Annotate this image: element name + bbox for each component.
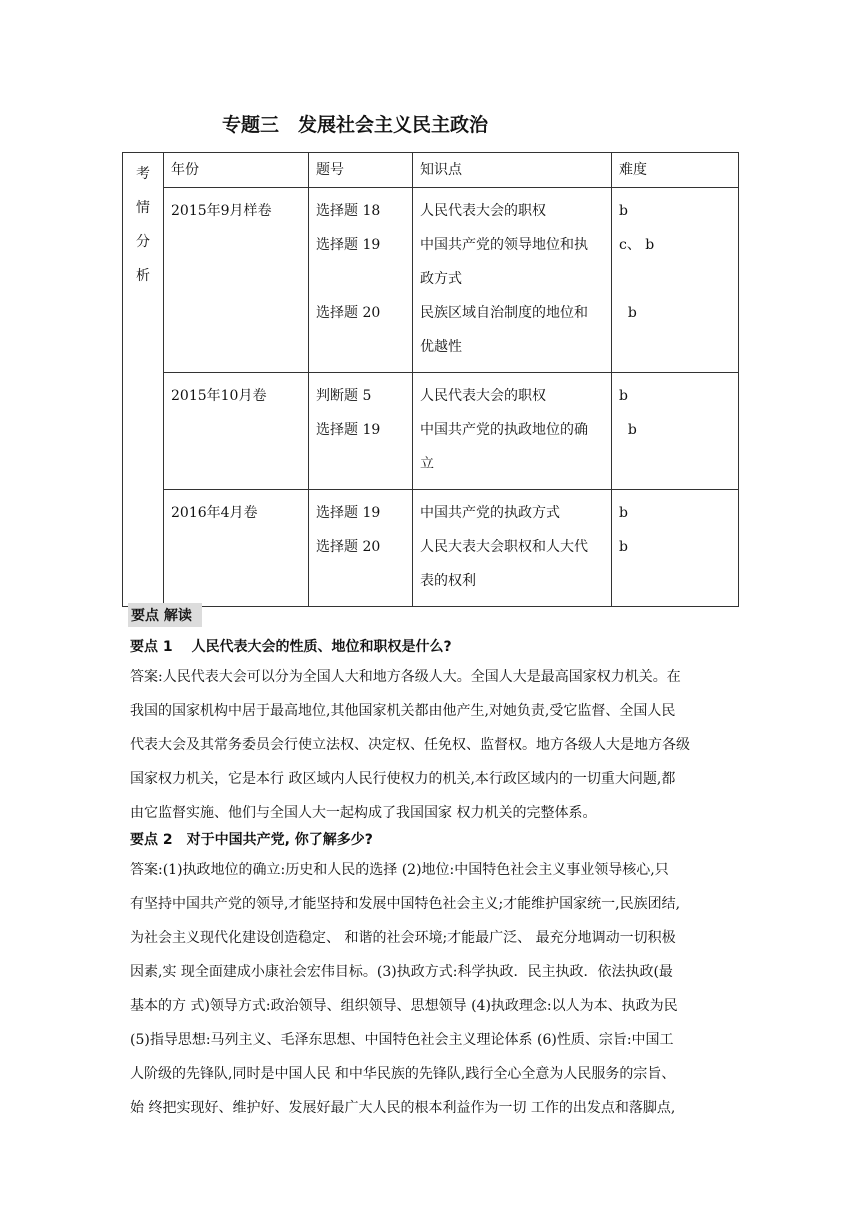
question-cell xyxy=(309,373,413,490)
question-text: 选择题 20 xyxy=(316,539,381,555)
question-text: 选择题 20 xyxy=(316,305,381,321)
difficulty-cell xyxy=(612,188,739,373)
question-cell xyxy=(309,188,413,373)
difficulty-cell xyxy=(612,490,739,607)
knowledge-text: 中国共产党的执政方式 xyxy=(420,505,560,521)
question-text: 选择题 18 xyxy=(316,203,381,219)
point1-answer xyxy=(130,660,736,830)
side-label-char: 分 xyxy=(136,234,150,250)
exam-analysis-table xyxy=(122,152,739,607)
question-text xyxy=(316,262,412,296)
question-text: 判断题 5 xyxy=(316,388,372,404)
knowledge-text: 人民代表大会的职权 xyxy=(420,203,546,219)
table-header-row xyxy=(123,153,739,188)
knowledge-text: 立 xyxy=(420,456,434,472)
side-label-char: 情 xyxy=(136,200,150,216)
answer-line: 基本的方 式)领导方式:政治领导、组织领导、思想领导 (4)执政理念:以人为本、执政为民 xyxy=(130,998,678,1014)
year-text: 2015年9月样卷 xyxy=(171,203,272,219)
difficulty-cell xyxy=(612,373,739,490)
difficulty-text: c、 b xyxy=(619,237,655,253)
difficulty-text xyxy=(619,262,738,296)
difficulty-text: b xyxy=(619,539,628,555)
year-text: 2016年4月卷 xyxy=(171,505,258,521)
knowledge-text: 人民大表大会职权和人大代 xyxy=(420,539,588,555)
answer-line: 我国的国家机构中居于最高地位,其他国家机关都由他产生,对她负责,受它监督、全国人民 xyxy=(130,703,676,719)
knowledge-text: 中国共产党的执政地位的确 xyxy=(420,422,588,438)
point2-answer xyxy=(130,853,736,1125)
knowledge-cell xyxy=(413,373,612,490)
header-question: 题号 xyxy=(309,153,413,188)
answer-line: (5)指导思想:马列主义、毛泽东思想、中国特色社会主义理论体系 (6)性质、宗旨:中国工 xyxy=(130,1032,674,1048)
answer-line: 人阶级的先锋队,同时是中国人民 和中华民族的先锋队,践行全心全意为人民服务的宗旨、 xyxy=(130,1066,676,1082)
answer-line: 由它监督实施、他们与全国人大一起构成了我国国家 权力机关的完整体系。 xyxy=(130,805,597,821)
difficulty-text: b xyxy=(619,422,637,438)
knowledge-cell xyxy=(413,490,612,607)
answer-line: 答案:(1)执政地位的确立:历史和人民的选择 (2)地位:中国特色社会主义事业领导核心,只 xyxy=(130,862,669,878)
difficulty-text: b xyxy=(619,203,628,219)
difficulty-text: b xyxy=(619,505,628,521)
knowledge-text: 表的权利 xyxy=(420,573,476,589)
side-label-char: 析 xyxy=(136,268,150,284)
year-cell xyxy=(164,373,309,490)
side-label-char: 考 xyxy=(136,166,150,182)
year-cell xyxy=(164,490,309,607)
question-cell xyxy=(309,490,413,607)
side-label-cell xyxy=(123,153,164,607)
question-text: 选择题 19 xyxy=(316,505,381,521)
knowledge-text: 优越性 xyxy=(420,339,462,355)
answer-line: 始 终把实现好、维护好、发展好最广大人民的根本利益作为一切 工作的出发点和落脚点, xyxy=(130,1100,676,1116)
knowledge-text: 政方式 xyxy=(420,271,462,287)
answer-line: 代表大会及其常务委员会行使立法权、决定权、任免权、监督权。地方各级人大是地方各级 xyxy=(130,737,690,753)
answer-line: 为社会主义现代化建设创造稳定、 和谐的社会环境;才能最广泛、 最充分地调动一切积极 xyxy=(130,930,676,946)
point1-heading: 要点 1 人民代表大会的性质、地位和职权是什么? xyxy=(130,639,452,655)
header-knowledge-point: 知识点 xyxy=(413,153,612,188)
page-title: 专题三 发展社会主义民主政治 xyxy=(222,114,489,136)
knowledge-text: 人民代表大会的职权 xyxy=(420,388,546,404)
year-text: 2015年10月卷 xyxy=(171,388,267,404)
header-difficulty: 难度 xyxy=(612,153,739,188)
header-year: 年份 xyxy=(164,153,309,188)
table-row xyxy=(123,373,739,490)
answer-line: 有坚持中国共产党的领导,才能坚持和发展中国特色社会主义;才能维护国家统一,民族团结, xyxy=(130,896,681,912)
knowledge-cell xyxy=(413,188,612,373)
answer-line: 答案:人民代表大会可以分为全国人大和地方各级人大。全国人大是最高国家权力机关。在 xyxy=(130,669,681,685)
question-text: 选择题 19 xyxy=(316,422,381,438)
point2-heading: 要点 2 对于中国共产党, 你了解多少? xyxy=(130,832,373,848)
table-row xyxy=(123,188,739,373)
question-text: 选择题 19 xyxy=(316,237,381,253)
knowledge-text: 中国共产党的领导地位和执 xyxy=(420,237,588,253)
table-row xyxy=(123,490,739,607)
knowledge-text: 民族区域自治制度的地位和 xyxy=(420,305,588,321)
difficulty-text: b xyxy=(619,388,628,404)
section-label: 要点 解读 xyxy=(128,603,202,627)
answer-line: 国家权力机关，它是本行 政区域内人民行使权力的机关,本行政区域内的一切重大问题,都 xyxy=(130,771,676,787)
difficulty-text: b xyxy=(619,305,637,321)
answer-line: 因素,实 现全面建成小康社会宏伟目标。(3)执政方式:科学执政．民主执政．依法执政(最 xyxy=(130,964,673,980)
year-cell xyxy=(164,188,309,373)
